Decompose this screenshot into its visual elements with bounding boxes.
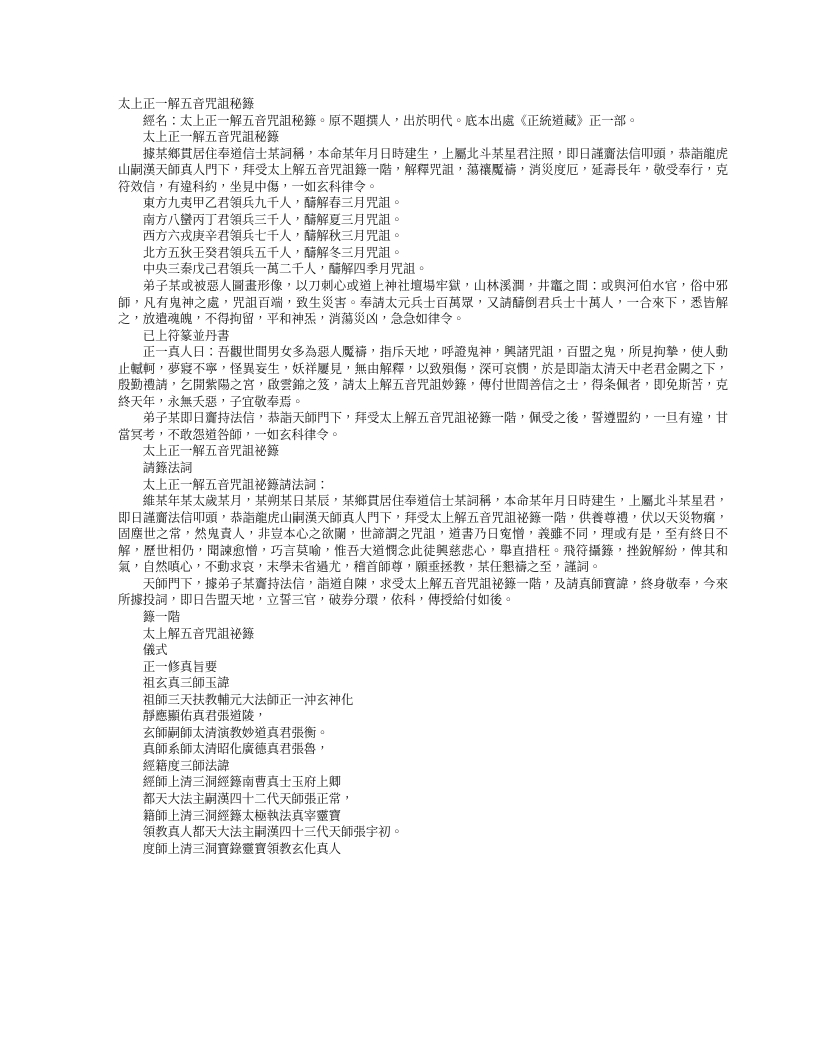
paragraph-master-3: 真師系師太清昭化廣德真君張魯，: [142, 741, 329, 757]
paragraph-direction-east: 東方九夷甲乙君領兵九千人，醻解春三月咒詛。: [142, 195, 403, 211]
paragraph-heading-6: 儀式: [142, 642, 168, 658]
paragraph-master-4b: 都天大法主嗣漢四十二代天師張正常，: [142, 790, 354, 806]
paragraph-direction-south: 南方八蠻丙丁君領兵三千人，醻解夏三月咒詛。: [142, 211, 403, 227]
paragraph-para-3: 正一真人曰：吾觀世間男女多為惡人魘禱，指斥天地，呼證鬼神，興諸咒詛，百盟之鬼，所見拘摯，使人動止轗軻，夢寢不寧，怪異妄生，妖祥屢見，無由解釋，以致殞傷，深可哀憫，於是即詣太清天中老君金闕之下，殷勤禮請，乞開紫陽之宮，啟雲錦之笈，請太上解五音咒詛妙籙，傳付世間善信之士，得条佩者，即免斯苦，克終天年，永無夭惡，子宜敬奉焉。: [118, 344, 728, 409]
paragraph-heading-9: 經籍度三師法諱: [142, 757, 230, 773]
paragraph-heading-7: 正一修真旨要: [142, 658, 218, 674]
paragraph-master-4a: 經師上清三洞經籙南曹真士玉府上卿: [142, 774, 342, 790]
paragraph-colophon: 經名：太上正一解五音咒詛秘籙。原不題撰人，出於明代。底本出處《正統道藏》正一部。: [142, 112, 639, 128]
paragraph-rank-line: 籙一階: [142, 608, 180, 624]
paragraph-heading-2: 太上正一解五音咒詛祕籙: [142, 443, 280, 459]
paragraph-direction-west: 西方六戎庚辛君領兵七千人，醻解秋三月咒詛。: [142, 228, 403, 244]
paragraph-master-6: 度師上清三洞寶錄靈寶領教玄化真人: [142, 840, 342, 856]
paragraph-para-1: 據某鄉貫居住奉道信士某詞稱，本命某年月日時建生，上屬北斗某星君注照，即日謹齎法信叩頭，恭詣龍虎山嗣漢天師真人門下，拜受太上解五音咒詛籙一階，解釋咒詛，蕩禳魘禱，消災度厄，延壽長年，敬受奉行，克符效信，有違科約，坐見中傷，一如玄科律令。: [118, 145, 728, 194]
paragraph-para-5: 維某年某太歲某月，某朔某日某辰，某鄉貫居住奉道信士某詞稱，本命某年月日時建生，上屬北斗某星君，即日謹齎法信叩頭，恭詣龍虎山嗣漢天師真人門下，拜受太上解五音咒詛祕籙一階，供養尊禮，伏以天災物癘，固塵世之常，然鬼責人，非豈本心之欲闌，世諦謂之咒詛，道書乃日寃憎，義雖不同，理或有是，至有終日不解，歷世相仍，聞諫愈憎，巧言莫喻，惟吾大道憫念此徒興慈悲心，舉直措枉。飛符攝籙，挫銳解紛，俾其和氣，自然嗔心，不動求哀，末學未省過尤，稽首師尊，願垂拯教，某任懇禱之至，謹詞。: [118, 493, 728, 575]
document-body: [118, 96, 728, 857]
paragraph-heading-1: 太上正一解五音咒詛秘籙: [142, 129, 280, 145]
paragraph-heading-4: 太上正一解五音咒詛祕籙請法詞：: [142, 476, 329, 492]
paragraph-direction-center: 中央三秦戊己君領兵一萬二千人，醻解四季月咒詛。: [142, 261, 428, 277]
paragraph-direction-north: 北方五狄壬癸君領兵五千人，醻解冬三月咒詛。: [142, 244, 403, 260]
paragraph-para-4: 弟子某即日齎持法信，恭詣天師門下，拜受太上解五音咒詛祕籙一階，佩受之後，誓遵盟約，一旦有違，甘當冥考，不敢怨道咎師，一如玄科律令。: [118, 410, 728, 442]
paragraph-para-6: 天師門下，據弟子某齎持法信，詣道自陳，求受太上解五音咒詛祕籙一階，及請真師寶諱，終身敬奉，今來所據投詞，即日告盟天地，立誓三官，破券分環，依科，傳授給付如後。: [118, 575, 728, 608]
paragraph-note-talisman: 已上符篆並丹書: [142, 327, 230, 343]
paragraph-heading-5: 太上解五音咒詛祕籙: [142, 625, 255, 641]
paragraph-heading-8: 祖玄真三師玉諱: [142, 675, 230, 691]
paragraph-master-2: 玄師嗣師太清演教妙道真君張衡。: [142, 724, 329, 740]
paragraph-master-1b: 靜應顯佑真君張道陵，: [142, 708, 267, 724]
paragraph-master-5b: 領教真人都天大法主嗣漢四十三代天師張宇初。: [142, 824, 403, 840]
paragraph-title: 太上正一解五音咒詛秘籙: [118, 96, 255, 111]
paragraph-para-2: 弟子某或被惡人圖畫形像，以刀刺心或道上神社壇場牢獄，山林溪澗，井竈之間：或與河伯水官，俗中邪師，凡有鬼神之處，咒詛百端，致生災害。奉請太元兵士百萬眾，又請醻倒君兵士十萬人，一合來下，悉皆解之，放遣魂魄，不得拘留，平和神炁，消蕩災凶，急急如律令。: [118, 278, 728, 327]
paragraph-master-1a: 祖師三天扶教輔元大法師正一沖玄神化: [142, 691, 354, 707]
paragraph-master-5a: 籍師上清三洞經籙太極執法真宰靈寶: [142, 807, 342, 823]
paragraph-heading-3: 請籙法詞: [142, 460, 193, 476]
